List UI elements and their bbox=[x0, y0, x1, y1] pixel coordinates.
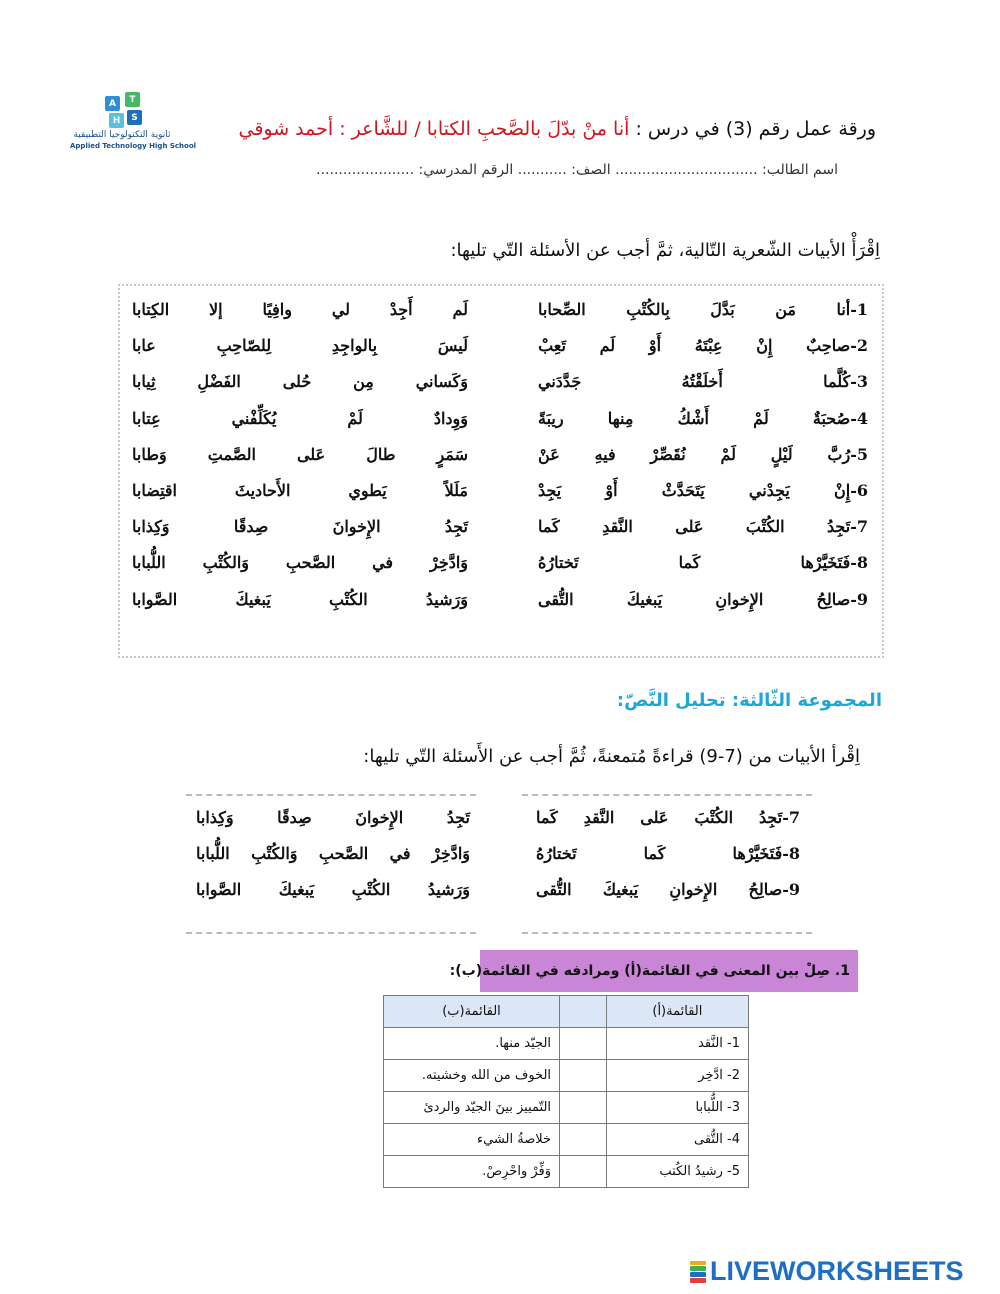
header-blank bbox=[560, 996, 607, 1028]
table-row bbox=[384, 1124, 749, 1156]
verse-word: وَرَشيدُ bbox=[427, 880, 470, 899]
verse-word: إلا bbox=[209, 300, 223, 319]
verse-word: نُقَصِّرْ bbox=[650, 444, 686, 464]
verse-word: 8-فَتَخَيَّرْها bbox=[800, 553, 868, 573]
verse-second-hemistich bbox=[132, 300, 468, 319]
verse-word: عَنْ bbox=[538, 444, 560, 464]
verse-word: في bbox=[372, 553, 394, 573]
logo-english-name: Applied Technology High School bbox=[70, 142, 197, 150]
verse-word: عَلى bbox=[675, 517, 704, 537]
verse-first-hemistich bbox=[538, 445, 868, 464]
verse-first-hemistich bbox=[536, 844, 800, 863]
verse-word: الصَّمتِ bbox=[207, 444, 256, 464]
verse-word: الكُتْبَ bbox=[745, 517, 785, 537]
verse-word: وَكِذابا bbox=[196, 808, 234, 827]
verse-word: مِن bbox=[353, 372, 374, 392]
logo-letter: H bbox=[109, 113, 124, 128]
answer-slot[interactable] bbox=[560, 1060, 607, 1092]
verse-word: يَجِدْني bbox=[748, 481, 790, 500]
list-b-item: خلاصةُ الشيء bbox=[384, 1124, 560, 1156]
verse-word: الكُتْبِ bbox=[351, 880, 391, 899]
list-a-item: 3- اللُّبابا bbox=[606, 1092, 748, 1124]
verse-word: الفَضْلِ bbox=[197, 372, 241, 392]
verse-word: عِتابا bbox=[132, 408, 161, 428]
verse-word: عَلى bbox=[640, 808, 669, 827]
verse-word: أَوْ bbox=[605, 481, 618, 500]
verse-word: وَرَشيدُ bbox=[425, 589, 468, 609]
verse-word: أَجِدْ bbox=[389, 300, 413, 319]
table-row bbox=[384, 1092, 749, 1124]
verse-word: الإِخوانِ bbox=[669, 880, 718, 899]
verse-word: لَيسَ bbox=[437, 336, 468, 356]
verse-word: لي bbox=[331, 300, 351, 319]
verse-word: وَكَساني bbox=[415, 372, 468, 392]
logo-letter: S bbox=[127, 110, 142, 125]
divider bbox=[522, 932, 812, 934]
verse-word: الإِخوانَ bbox=[332, 517, 381, 537]
verse-second-hemistich bbox=[196, 880, 470, 899]
list-b-item: الخوف من الله وخشيته. bbox=[384, 1060, 560, 1092]
verse-first-hemistich bbox=[538, 590, 868, 609]
list-a-item: 5- رشيدُ الكُتب bbox=[606, 1156, 748, 1188]
verse-word: بِالكُتْبِ bbox=[626, 300, 670, 319]
verse-word: كَما bbox=[536, 808, 558, 827]
verse-word: أَخلَقْتُهُ bbox=[681, 372, 723, 392]
verse-word: الكُتْبِ bbox=[328, 589, 368, 609]
verse-second-hemistich bbox=[196, 844, 470, 863]
verse-first-hemistich bbox=[538, 372, 868, 391]
list-a-item: 4- التُّقى bbox=[606, 1124, 748, 1156]
verse-word: كَما bbox=[538, 517, 560, 537]
section-title: المجموعة الثّالثة: تحليل النَّصّ: bbox=[616, 690, 882, 711]
verse-word: بِالواجِدِ bbox=[331, 336, 378, 356]
question-label: 1. صِلْ بين المعنى في القائمة(أ) ومرادفه في القائمة(ب): bbox=[449, 963, 850, 979]
verse-word: لَم bbox=[452, 300, 468, 319]
verse-word: تَختارُهُ bbox=[536, 844, 577, 863]
section-instruction: اِقْرأ الأبيات من (7-9) قراءةً مُتمعنةً، ثُمَّ أجب عن الأَسئلة التّي تليها: bbox=[363, 746, 860, 767]
school-logo bbox=[70, 92, 197, 158]
verse-word: 7-تَجِدُ bbox=[759, 808, 800, 827]
verse-word: الصَّحبِ bbox=[285, 553, 336, 573]
verse-word: التُّقى bbox=[536, 880, 572, 899]
verse-word: مِنها bbox=[607, 408, 634, 428]
answer-slot[interactable] bbox=[560, 1124, 607, 1156]
verse-word: يَطوي bbox=[348, 481, 387, 500]
verse-first-hemistich bbox=[538, 300, 868, 319]
divider bbox=[186, 932, 476, 934]
header-list-a: القائمة(أ) bbox=[606, 996, 748, 1028]
verse-word: يَجِدْ bbox=[538, 481, 562, 500]
verse-word: 3-كُلَّما bbox=[823, 372, 868, 392]
verse-word: 9-صالِحُ bbox=[748, 880, 800, 899]
verse-word: وَوِدادٌ bbox=[433, 408, 468, 428]
verse-word: 7-تَجِدُ bbox=[827, 517, 868, 537]
table-row bbox=[384, 1156, 749, 1188]
verse-word: كَما bbox=[643, 844, 666, 863]
verse-word: مَلَلاً bbox=[444, 481, 468, 500]
verse-word: أَشْكُ bbox=[677, 408, 709, 428]
intro-instruction: اِقْرَأْ الأبيات الشّعرية التّالية، ثمَّ أجب عن الأسئلة التّي تليها: bbox=[450, 240, 880, 261]
logo-letter: A bbox=[105, 96, 120, 111]
verse-word: إِنْ bbox=[756, 336, 773, 356]
verse-word: الكِتابا bbox=[132, 300, 170, 319]
liveworksheets-watermark[interactable] bbox=[690, 1256, 964, 1287]
verse-word: وَادَّخِرْ bbox=[429, 553, 468, 573]
verse-word: النَّقدِ bbox=[602, 517, 633, 537]
verse-word: حُلى bbox=[282, 372, 312, 392]
logo-cubes-icon bbox=[103, 92, 143, 132]
verse-word: 4-صُحبَةٌ bbox=[812, 408, 868, 428]
verse-word: طالَ bbox=[366, 444, 396, 464]
verse-word: يَتَحَدَّثْ bbox=[661, 481, 705, 500]
matching-table bbox=[383, 995, 749, 1188]
verse-word: سَمَرٍ bbox=[436, 444, 468, 464]
verse-word: الإِخوانِ bbox=[715, 589, 764, 609]
list-b-item: وَفِّرْ واحْرِصْ. bbox=[384, 1156, 560, 1188]
verse-first-hemistich bbox=[538, 336, 868, 355]
verse-word: كَما bbox=[678, 553, 701, 573]
answer-slot[interactable] bbox=[560, 1092, 607, 1124]
verse-word: وافِيًا bbox=[262, 300, 292, 319]
divider bbox=[186, 794, 476, 796]
liveworksheets-text: LIVEWORKSHEETS bbox=[710, 1256, 964, 1286]
verse-word: الصَّوابا bbox=[132, 589, 178, 609]
verse-word: تَجِدُ bbox=[446, 808, 470, 827]
verse-word: يَبغيكَ bbox=[626, 589, 663, 609]
verse-word: وَالكُتْبِ bbox=[202, 553, 249, 573]
verse-word: وَالكُتْبِ bbox=[251, 844, 298, 863]
verse-word: يُكَلِّفْني bbox=[231, 408, 277, 428]
verse-word: تَختارُهُ bbox=[538, 553, 579, 573]
verse-second-hemistich bbox=[132, 517, 468, 536]
verse-word: اقتِضابا bbox=[132, 481, 177, 500]
verse-first-hemistich bbox=[538, 517, 868, 536]
verse-word: وَادَّخِرْ bbox=[431, 844, 470, 863]
verse-word: لَمْ bbox=[720, 444, 736, 464]
verse-word: اللُّبابا bbox=[196, 844, 230, 863]
verse-word: 5-رُبَّ bbox=[827, 444, 868, 464]
verse-word: بَدَّلَ bbox=[710, 300, 735, 319]
verse-first-hemistich bbox=[538, 481, 868, 500]
verse-word: لَمْ bbox=[753, 408, 769, 428]
header-list-b: القائمة(ب) bbox=[384, 996, 560, 1028]
list-b-item: التّمييز بينَ الجيّد والردئ bbox=[384, 1092, 560, 1124]
verse-word: لَيْلٍ bbox=[770, 444, 793, 464]
verse-first-hemistich bbox=[536, 808, 800, 827]
verse-word: عابا bbox=[132, 336, 156, 356]
verse-word: 2-صاحِبٌ bbox=[806, 336, 868, 356]
table-row bbox=[384, 1028, 749, 1060]
list-b-item: الجيّد منها. bbox=[384, 1028, 560, 1060]
verse-word: عَلى bbox=[296, 444, 326, 464]
verse-word: الصِّحابا bbox=[538, 300, 586, 319]
verse-word: لَم bbox=[599, 336, 616, 356]
verse-word: الصَّوابا bbox=[196, 880, 242, 899]
answer-slot[interactable] bbox=[560, 1156, 607, 1188]
verse-word: اللُّبابا bbox=[132, 553, 166, 573]
verse-word: الصَّحبِ bbox=[318, 844, 369, 863]
verse-word: صِدقًا bbox=[277, 808, 312, 827]
verse-word: لَمْ bbox=[347, 408, 363, 428]
divider bbox=[522, 794, 812, 796]
verse-word: تَعِبْ bbox=[538, 336, 566, 356]
verse-word: مَن bbox=[775, 300, 796, 319]
verse-word: الكُتْبَ bbox=[694, 808, 734, 827]
verse-first-hemistich bbox=[538, 553, 868, 572]
list-a-item: 1- النَّقد bbox=[606, 1028, 748, 1060]
list-a-item: 2- ادَّخِر bbox=[606, 1060, 748, 1092]
verse-second-hemistich bbox=[132, 553, 468, 572]
verse-word: لِلصّاحِبِ bbox=[216, 336, 272, 356]
page-title bbox=[238, 118, 876, 140]
verse-word: صِدقًا bbox=[233, 517, 269, 537]
verse-second-hemistich bbox=[132, 445, 468, 464]
verse-word: يَبغيكَ bbox=[602, 880, 639, 899]
verse-second-hemistich bbox=[196, 808, 470, 827]
verse-word: 9-صالِحُ bbox=[816, 589, 868, 609]
verse-word: عِبْتَهُ bbox=[694, 336, 723, 356]
verse-second-hemistich bbox=[132, 481, 468, 500]
verse-first-hemistich bbox=[536, 880, 800, 899]
verse-second-hemistich bbox=[132, 372, 468, 391]
verse-word: أَوْ bbox=[648, 336, 662, 356]
verse-word: وَكِذابا bbox=[132, 517, 170, 537]
verse-second-hemistich bbox=[132, 590, 468, 609]
verse-word: 1-أنا bbox=[836, 300, 868, 319]
verse-word: وَطابا bbox=[132, 444, 167, 464]
title-prefix: ورقة عمل رقم (3) في درس : bbox=[635, 118, 876, 140]
verse-word: فيهِ bbox=[594, 444, 616, 464]
verse-first-hemistich bbox=[538, 409, 868, 428]
verse-word: ثِيابا bbox=[132, 372, 156, 392]
verse-word: 6-إِنْ bbox=[834, 481, 868, 500]
verse-word: في bbox=[389, 844, 411, 863]
logo-arabic-name: ثانوية التكنولوجيا التطبيقية bbox=[73, 130, 171, 140]
verse-second-hemistich bbox=[132, 409, 468, 428]
verse-word: تَجِدُ bbox=[444, 517, 468, 537]
logo-letter: T bbox=[125, 92, 140, 107]
verse-word: 8-فَتَخَيَّرْها bbox=[732, 844, 800, 863]
liveworksheets-logo-icon bbox=[690, 1261, 706, 1283]
title-lesson: أنا منْ بدّلَ بالصَّحبِ الكتابا / للشَّاعر : أحمد شوقي bbox=[238, 118, 630, 140]
verse-word: يَبغيكَ bbox=[278, 880, 315, 899]
verse-word: النَّقدِ bbox=[583, 808, 615, 827]
student-info-line: اسم الطالب: ................................ الصف: ........... الرقم المدرسي: ...................... bbox=[316, 162, 838, 178]
verse-word: يَبغيكَ bbox=[235, 589, 271, 609]
verse-word: التُّقى bbox=[538, 589, 574, 609]
verse-second-hemistich bbox=[132, 336, 468, 355]
verse-word: ريبَةً bbox=[538, 408, 564, 428]
table-row bbox=[384, 1060, 749, 1092]
answer-slot[interactable] bbox=[560, 1028, 607, 1060]
verse-word: جَدَّدَني bbox=[538, 372, 582, 392]
verse-word: الأَحاديثَ bbox=[234, 481, 291, 500]
verse-word: الإِخوانَ bbox=[355, 808, 404, 827]
